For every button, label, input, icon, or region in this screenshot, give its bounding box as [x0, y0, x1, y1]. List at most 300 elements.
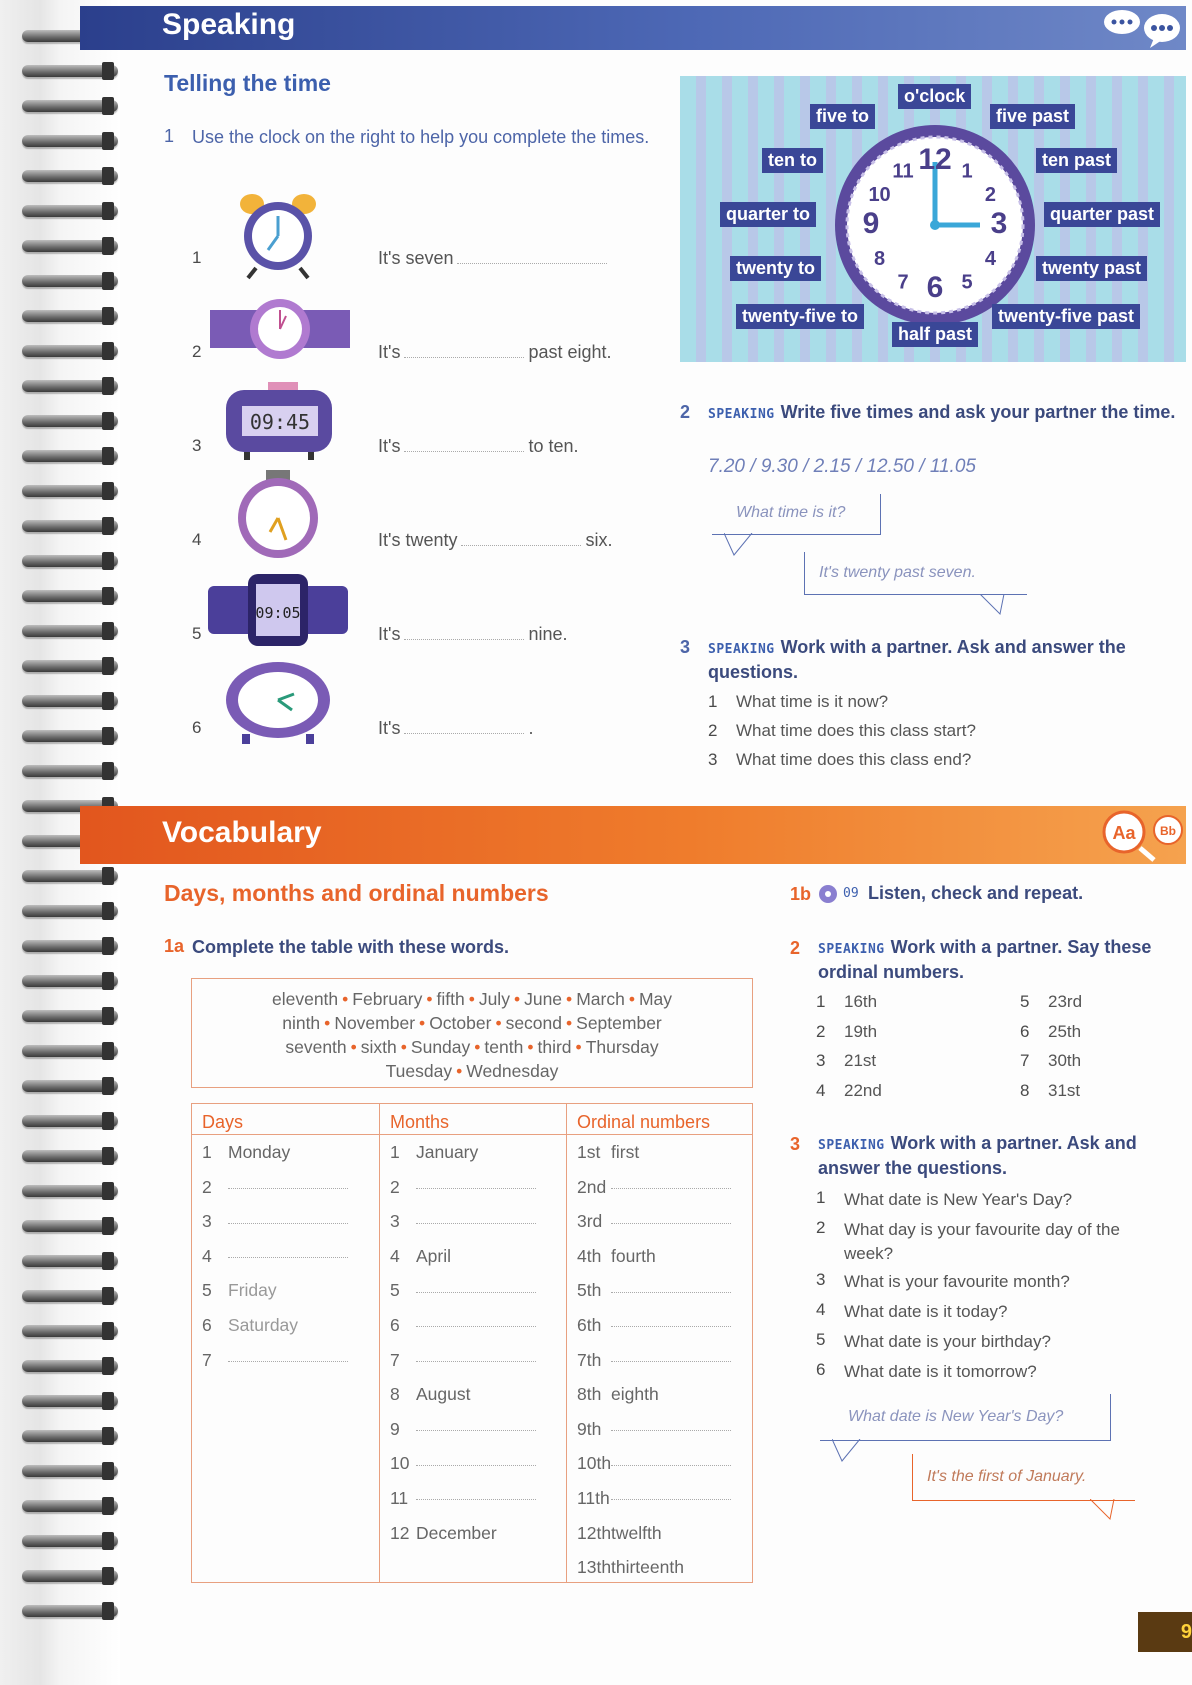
spiral-ring	[22, 240, 118, 252]
vocab-ex2-number: 2	[790, 938, 801, 958]
answer-blank[interactable]	[404, 343, 524, 358]
word: November	[334, 1013, 416, 1033]
speaking-tag: SPEAKING	[818, 1138, 885, 1153]
spiral-ring	[22, 415, 118, 427]
ordinal-item-number: 3	[816, 1051, 826, 1070]
cell-value: thirteenth	[611, 1557, 684, 1578]
mantel-clock-icon	[222, 660, 334, 746]
magnifier-vocabulary-icon	[1100, 808, 1186, 862]
clock-number: 12	[918, 143, 952, 176]
question-text: What is your favourite month?	[844, 1272, 1070, 1291]
word: March	[576, 989, 625, 1009]
answer-blank[interactable]	[228, 1256, 348, 1258]
table-cell	[577, 1453, 737, 1475]
label-half-past: half past	[892, 322, 978, 347]
ex1-item-sentence	[378, 718, 648, 739]
cell-number: 1	[390, 1142, 400, 1162]
cell-number: 4	[390, 1245, 400, 1266]
table-cell	[202, 1350, 362, 1372]
ex1-item-pre: It's	[378, 342, 401, 362]
cell-number: 4	[202, 1245, 212, 1266]
question-number: 3	[708, 750, 718, 769]
word-box-line	[192, 1061, 752, 1082]
word: Tuesday	[385, 1061, 453, 1081]
spiral-ring	[22, 100, 118, 112]
cell-value: eighth	[611, 1384, 659, 1405]
answer-blank[interactable]	[611, 1464, 731, 1466]
ordinals-column	[567, 1104, 751, 1582]
table-cell	[577, 1211, 737, 1233]
spiral-ring	[22, 1115, 118, 1127]
section-title-days-months: Days, months and ordinal numbers	[164, 880, 549, 906]
digital-display-3: 09:45	[249, 410, 311, 434]
bubble-tail-icon	[1090, 1499, 1120, 1521]
vocab-ex1a-number: 1a	[164, 936, 185, 956]
months-column	[380, 1104, 567, 1582]
answer-blank[interactable]	[611, 1187, 731, 1189]
clock-number: 8	[874, 248, 886, 270]
table-cell	[390, 1384, 550, 1406]
cell-number: 9th	[577, 1418, 602, 1439]
ex1-item-sentence	[378, 530, 648, 551]
label-twenty-five-past: twenty-five past	[992, 304, 1140, 329]
bullet-icon: •	[566, 1013, 573, 1033]
table-cell	[390, 1523, 550, 1545]
spiral-ring	[22, 555, 118, 567]
answer-blank[interactable]	[228, 1360, 348, 1362]
spiral-ring	[22, 205, 118, 217]
spiral-ring	[22, 625, 118, 637]
question-number: 1	[708, 692, 718, 711]
clock-number: 4	[984, 248, 996, 270]
question-text: What time is it now?	[736, 692, 889, 711]
cell-number: 9	[390, 1418, 400, 1439]
table-cell	[202, 1211, 362, 1233]
cell-number: 12th	[577, 1522, 612, 1543]
bullet-icon: •	[628, 989, 635, 1009]
bullet-icon: •	[419, 1013, 426, 1033]
vocab-ex1a-instruction: Complete the table with these words.	[192, 937, 510, 957]
spiral-ring	[22, 275, 118, 287]
label-twenty-past: twenty past	[1036, 256, 1147, 281]
ex1-item-number: 2	[192, 342, 202, 361]
clock-number: 1	[961, 160, 973, 183]
ex1-item-post: to ten.	[528, 436, 579, 456]
word-box-line	[192, 1013, 752, 1034]
speech-bubble-answer	[912, 1454, 1135, 1501]
question-number: 4	[816, 1300, 826, 1319]
speaking-tag: SPEAKING	[818, 942, 885, 957]
days-header: Days	[202, 1112, 244, 1132]
word: second	[505, 1013, 563, 1033]
answer-blank[interactable]	[416, 1325, 536, 1327]
vocab-ex2-text: Work with a partner. Say these ordinal numbers.	[818, 937, 1152, 982]
answer-blank[interactable]	[416, 1464, 536, 1466]
ordinal-item-value: 30th	[1048, 1051, 1082, 1070]
ex1-item-pre: It's seven	[378, 248, 454, 268]
bubble-tail-icon	[724, 533, 754, 557]
table-cell	[390, 1453, 550, 1475]
cell-number: 6	[202, 1315, 212, 1335]
clock-number: 2	[984, 184, 996, 206]
wristwatch-icon	[210, 296, 350, 362]
label-twenty-to: twenty to	[730, 256, 821, 281]
table-cell	[390, 1246, 550, 1268]
cell-value: April	[416, 1245, 452, 1266]
spiral-ring	[22, 870, 118, 882]
ex1-item-pre: It's	[378, 624, 401, 644]
speaking-band	[80, 6, 1186, 50]
clock-number: 10	[868, 184, 891, 206]
ex1-item-sentence	[378, 624, 648, 645]
speaking-tag: SPEAKING	[708, 642, 775, 657]
cell-number: 2	[390, 1176, 400, 1197]
spiral-ring	[22, 940, 118, 952]
spiral-ring	[22, 590, 118, 602]
ex1-item-pre: It's twenty	[378, 530, 458, 550]
spiral-ring	[22, 1255, 118, 1267]
cell-number: 5	[390, 1280, 400, 1301]
speaking-band-title: Speaking	[162, 8, 296, 41]
label-five-to: five to	[810, 104, 875, 129]
speaking-ex3-text: Work with a partner. Ask and answer the questions.	[708, 637, 1126, 682]
digital-clock-icon	[224, 382, 334, 460]
cell-number: 3rd	[577, 1211, 603, 1232]
table-cell	[577, 1246, 737, 1268]
cell-value: twelfth	[611, 1522, 662, 1543]
times-list: 7.20 / 9.30 / 2.15 / 12.50 / 11.05	[708, 456, 976, 477]
clock-number: 6	[926, 271, 944, 304]
question-number: 3	[816, 1270, 826, 1289]
speaking-ex2-text: Write five times and ask your partner the time.	[780, 402, 1176, 422]
spiral-ring	[22, 135, 118, 147]
word-box-line	[192, 989, 752, 1010]
answer-blank[interactable]	[416, 1429, 536, 1431]
cell-number: 7th	[577, 1349, 602, 1370]
speech-bubble-question	[712, 494, 881, 535]
digital-display-5: 09:05	[255, 604, 301, 622]
table-cell	[577, 1315, 737, 1337]
question-text: What date is it today?	[844, 1302, 1008, 1321]
word: September	[576, 1013, 662, 1033]
ex1-item-number: 6	[192, 718, 202, 737]
bubble-answer-text: It's the first of January.	[927, 1468, 1087, 1485]
spiral-ring	[22, 730, 118, 742]
spiral-ring	[22, 310, 118, 322]
spiral-ring	[22, 1045, 118, 1057]
bullet-icon: •	[495, 1013, 502, 1033]
table-cell	[202, 1177, 362, 1199]
spiral-ring	[22, 1360, 118, 1372]
clock-diagram	[680, 76, 1186, 362]
answer-blank[interactable]	[416, 1498, 536, 1500]
word: third	[537, 1037, 572, 1057]
word: February	[352, 989, 423, 1009]
clock-face-icon	[830, 120, 1040, 330]
bullet-icon: •	[324, 1013, 331, 1033]
question-text: What time does this class start?	[736, 721, 976, 740]
ex1-item-post: nine.	[528, 624, 568, 644]
spiral-ring	[22, 1395, 118, 1407]
table-cell	[390, 1177, 550, 1199]
cell-number: 2nd	[577, 1176, 607, 1197]
cell-value: Friday	[228, 1280, 277, 1301]
travel-clock-icon	[226, 470, 330, 558]
digital-watch-icon	[208, 574, 348, 646]
spiral-ring	[22, 1220, 118, 1232]
ex1-item-number: 5	[192, 624, 202, 643]
question-number: 2	[816, 1218, 826, 1237]
cell-number: 11	[390, 1488, 409, 1508]
bullet-icon: •	[456, 1061, 463, 1081]
ex1-item-number: 1	[192, 248, 202, 267]
spiral-ring	[22, 345, 118, 357]
ex1-number: 1	[164, 126, 175, 146]
spiral-ring	[22, 1010, 118, 1022]
vocab-ex3-instruction	[818, 1132, 1178, 1180]
speech-bubble-question	[820, 1394, 1111, 1441]
word: October	[429, 1013, 492, 1033]
table-cell	[577, 1350, 737, 1372]
bullet-icon: •	[566, 989, 573, 1009]
cell-value: fourth	[611, 1245, 656, 1266]
cell-value: first	[611, 1142, 640, 1162]
table-cell	[577, 1488, 737, 1510]
ordinal-item-number: 7	[1020, 1051, 1030, 1070]
page-number: 9	[1138, 1612, 1192, 1652]
vocab-table	[191, 1103, 753, 1583]
spiral-ring	[22, 170, 118, 182]
ordinal-item-value: 19th	[844, 1021, 878, 1041]
answer-blank[interactable]	[611, 1498, 731, 1500]
question-text: What date is New Year's Day?	[844, 1190, 1073, 1209]
word: Wednesday	[466, 1061, 559, 1081]
cell-number: 2	[202, 1176, 212, 1197]
answer-blank[interactable]	[404, 437, 524, 452]
word: tenth	[484, 1037, 524, 1057]
ordinal-item-number: 2	[816, 1021, 826, 1041]
bubble-question-text: What date is New Year's Day?	[848, 1408, 1064, 1425]
speaking-tag: SPEAKING	[708, 407, 775, 422]
ex1-item-number: 3	[192, 436, 202, 455]
table-cell	[577, 1280, 737, 1302]
table-cell	[577, 1523, 737, 1545]
spiral-ring	[22, 380, 118, 392]
ex1-item-pre: It's	[378, 718, 401, 738]
ex1-item-sentence	[378, 342, 648, 363]
word: June	[524, 989, 563, 1009]
clock-number: 7	[897, 271, 909, 294]
answer-blank[interactable]	[461, 531, 581, 546]
word: May	[638, 989, 673, 1009]
bubble-question-text: What time is it?	[736, 504, 846, 521]
clock-number: 9	[862, 207, 880, 240]
bullet-icon: •	[400, 1037, 407, 1057]
ordinal-item-number: 6	[1020, 1021, 1030, 1041]
icon-aa-text: Aa	[1112, 823, 1136, 843]
ordinal-item-value: 25th	[1048, 1021, 1082, 1041]
bullet-icon: •	[468, 989, 475, 1009]
ex1-item-post: past eight.	[528, 342, 612, 362]
vocab-ex3-number: 3	[790, 1134, 801, 1154]
ordinals-header: Ordinal numbers	[577, 1112, 711, 1132]
months-header: Months	[390, 1112, 450, 1132]
question-text: What date is it tomorrow?	[844, 1362, 1037, 1381]
word: Sunday	[410, 1037, 471, 1057]
table-cell	[202, 1142, 362, 1164]
question-text: What date is your birthday?	[844, 1332, 1051, 1351]
bullet-icon: •	[350, 1037, 357, 1057]
spiral-ring	[22, 1535, 118, 1547]
speaking-ex2-instruction	[708, 401, 1178, 426]
ordinal-item-value: 23rd	[1048, 992, 1083, 1011]
cell-number: 3	[390, 1211, 400, 1232]
ordinal-item-value: 22nd	[844, 1080, 882, 1100]
cell-number: 3	[202, 1211, 212, 1232]
ex1-item-pre: It's	[378, 436, 401, 456]
cell-number: 1st	[577, 1142, 601, 1162]
answer-blank[interactable]	[416, 1360, 536, 1362]
table-cell	[390, 1488, 550, 1510]
answer-blank[interactable]	[416, 1187, 536, 1189]
answer-blank[interactable]	[416, 1291, 536, 1293]
spiral-ring	[22, 1080, 118, 1092]
speaking-ex3-number: 3	[680, 637, 691, 657]
question-number: 1	[816, 1188, 826, 1207]
label-five-past: five past	[990, 104, 1075, 129]
spiral-ring	[22, 1430, 118, 1442]
table-cell	[577, 1419, 737, 1441]
table-cell	[202, 1246, 362, 1268]
table-cell	[577, 1142, 737, 1164]
table-cell	[202, 1315, 362, 1337]
cell-value: January	[416, 1142, 479, 1162]
ex1-instruction: Use the clock on the right to help you complete the times.	[192, 127, 650, 147]
answer-blank[interactable]	[611, 1291, 731, 1293]
word: Thursday	[585, 1037, 659, 1057]
bullet-icon: •	[426, 989, 433, 1009]
spiral-ring	[22, 905, 118, 917]
cell-number: 10	[390, 1453, 410, 1474]
table-cell	[390, 1350, 550, 1372]
label-quarter-past: quarter past	[1044, 202, 1160, 227]
cell-number: 5th	[577, 1280, 602, 1301]
bullet-icon: •	[527, 1037, 534, 1057]
cell-number: 7	[390, 1349, 400, 1370]
word: fifth	[436, 989, 465, 1009]
bubble-tail-icon	[832, 1439, 862, 1463]
cell-number: 8	[390, 1384, 400, 1405]
ex1-item-post: .	[528, 718, 534, 738]
cell-value: Monday	[228, 1142, 291, 1162]
table-cell	[390, 1142, 550, 1164]
vocabulary-band	[80, 806, 1186, 864]
spiral-ring	[22, 1185, 118, 1197]
cell-number: 1	[202, 1142, 212, 1162]
clock-number: 5	[961, 271, 973, 294]
answer-blank[interactable]	[404, 719, 524, 734]
question-text: What day is your favourite day of the week?	[844, 1220, 1120, 1263]
spiral-ring	[22, 520, 118, 532]
spiral-ring	[22, 695, 118, 707]
question-number: 2	[708, 721, 718, 740]
spiral-ring	[22, 1500, 118, 1512]
vocab-ex1b-instruction: Listen, check and repeat.	[868, 883, 1084, 903]
bubble-answer-text: It's twenty past seven.	[819, 564, 976, 581]
speaking-ex2-number: 2	[680, 402, 691, 422]
vocabulary-band-title: Vocabulary	[162, 816, 322, 849]
spiral-ring	[22, 65, 118, 77]
answer-blank[interactable]	[611, 1222, 731, 1224]
label-quarter-to: quarter to	[720, 202, 816, 227]
ordinal-item-number: 5	[1020, 992, 1030, 1011]
cell-number: 7	[202, 1349, 212, 1370]
bullet-icon: •	[474, 1037, 481, 1057]
cell-number: 13th	[577, 1557, 612, 1578]
answer-blank[interactable]	[457, 249, 607, 264]
cell-number: 8th	[577, 1384, 602, 1405]
table-cell	[390, 1315, 550, 1337]
ordinal-item-value: 16th	[844, 992, 878, 1011]
ordinal-item-number: 8	[1020, 1080, 1030, 1100]
word-box-line	[192, 1037, 752, 1058]
cell-number: 6th	[577, 1315, 602, 1335]
spiral-ring	[22, 765, 118, 777]
bullet-icon: •	[342, 989, 349, 1009]
cell-number: 12	[390, 1522, 410, 1543]
cell-number: 4th	[577, 1245, 602, 1266]
question-number: 5	[816, 1330, 826, 1349]
section-title-telling-time: Telling the time	[164, 70, 331, 96]
bullet-icon: •	[575, 1037, 582, 1057]
word: seventh	[285, 1037, 347, 1057]
answer-blank[interactable]	[404, 625, 524, 640]
alarm-clock-icon	[234, 190, 322, 280]
spiral-ring	[22, 1605, 118, 1617]
spiral-ring	[22, 1290, 118, 1302]
spiral-ring	[22, 1150, 118, 1162]
speech-bubbles-icon	[1092, 8, 1182, 48]
cell-number: 11th	[577, 1488, 610, 1508]
spiral-ring	[22, 1325, 118, 1337]
cell-number: 5	[202, 1280, 212, 1301]
table-cell	[202, 1280, 362, 1302]
ordinal-item-value: 31st	[1048, 1080, 1081, 1100]
answer-blank[interactable]	[611, 1429, 731, 1431]
table-cell	[577, 1384, 737, 1406]
vocab-ex3-text: Work with a partner. Ask and answer the questions.	[818, 1133, 1137, 1178]
ordinal-item-number: 4	[816, 1080, 826, 1100]
table-cell	[577, 1557, 737, 1579]
label-oclock: o'clock	[898, 84, 971, 109]
bullet-icon: •	[513, 989, 521, 1009]
spiral-ring	[22, 1570, 118, 1582]
speaking-ex3-instruction	[708, 636, 1178, 684]
answer-blank[interactable]	[228, 1222, 348, 1224]
cell-value: December	[416, 1522, 497, 1543]
label-twenty-five-to: twenty-five to	[736, 304, 864, 329]
vocab-ex1b-number: 1b	[790, 884, 812, 904]
answer-blank[interactable]	[611, 1325, 731, 1327]
table-cell	[390, 1419, 550, 1441]
question-text: What time does this class end?	[736, 750, 972, 769]
word: sixth	[360, 1037, 397, 1057]
answer-blank[interactable]	[228, 1187, 348, 1189]
audio-cd-icon[interactable]	[818, 884, 838, 904]
table-cell	[390, 1280, 550, 1302]
answer-blank[interactable]	[611, 1360, 731, 1362]
answer-blank[interactable]	[416, 1222, 536, 1224]
